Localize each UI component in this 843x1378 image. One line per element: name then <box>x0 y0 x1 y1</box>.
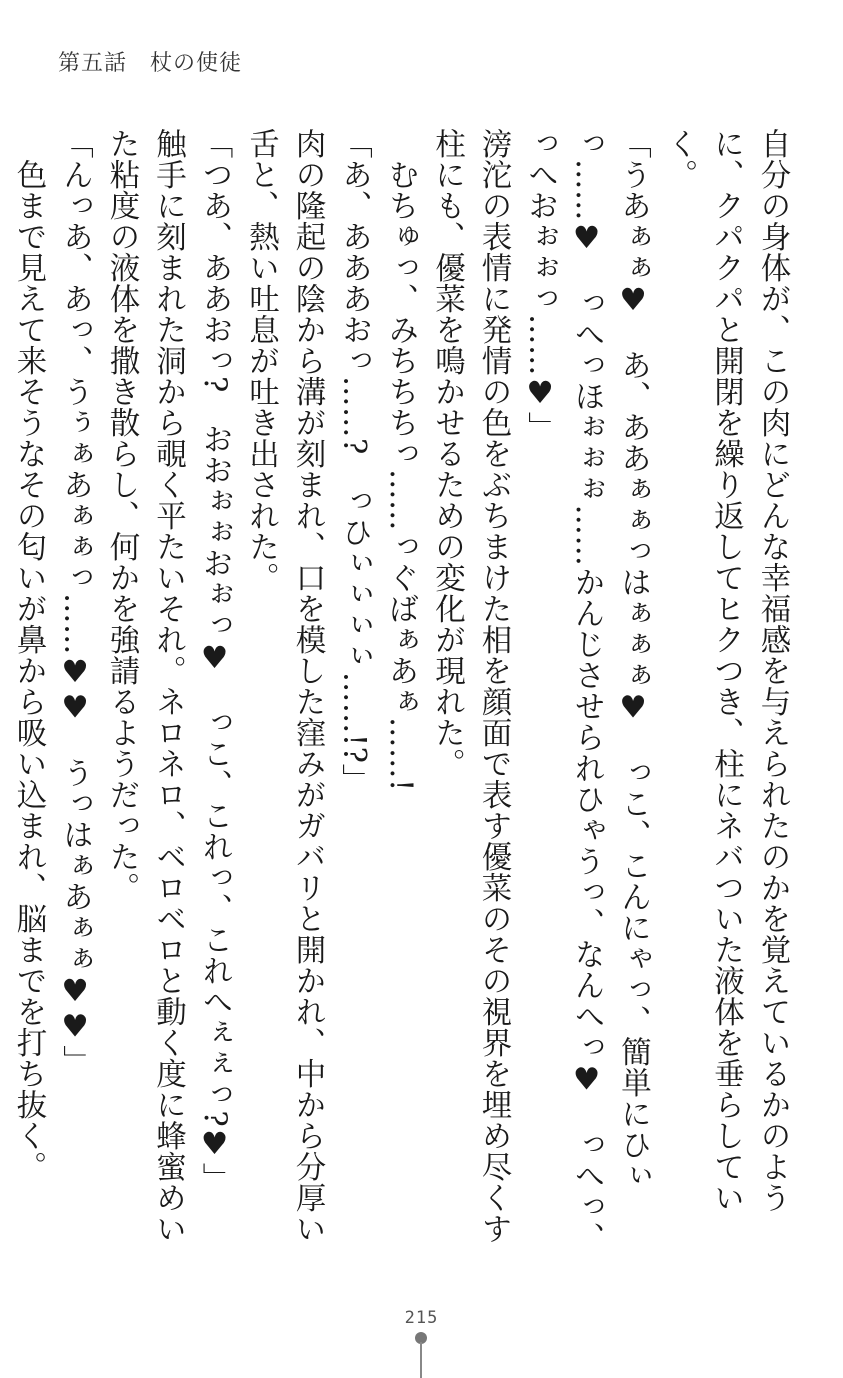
page-marker-icon <box>415 1332 427 1378</box>
paragraph-dialogue: 「んっあ、あっ、うぅぁあぁぁっ……♥♥ うっはぁあぁぁ♥♥」 <box>57 128 93 1076</box>
paragraph-dialogue: 「うあぁぁ♥ あ、ああぁぁっはぁぁぁ♥ っこ、こんにゃっ、簡単にひぃっ……♥ っへっほぉぉぉ……かんじさせられひゃうっ、なんへっ♥ っへっ、っへおぉぉっ……♥」 <box>522 128 651 1253</box>
page-marker-line <box>420 1342 422 1378</box>
paragraph-dialogue: 「あ、あああおっ……? っひぃぃぃぃ……!?」 <box>336 128 372 795</box>
paragraph-narration: 自分の身体が、この肉にどんな幸福感を与えられたのかを覚えているかのように、クパクパと開閉を繰り返してヒクつき、柱にネバついた液体を垂らしていく。 <box>662 128 790 1213</box>
paragraph-dialogue <box>0 128 5 1258</box>
chapter-title: 第五話 杖の使徒 <box>58 51 243 76</box>
paragraph-narration: 滂沱の表情に発情の色をぶちまけた相を顔面で表す優菜のその視界を埋め尽くす柱にも、優菜を鳴かせるための変化が現れた。 <box>429 128 511 1244</box>
paragraph-narration: 触手に刻まれた洞から覗く平たいそれ。ネロネロ、ベロベロと動く度に蜂蜜めいた粘度の液体を撒き散らし、何かを強請るようだった。 <box>104 128 186 1244</box>
page-number: 215 <box>404 1308 439 1328</box>
paragraph-sound-effect: むちゅっ、みちちちっ……っぐばぁあぁ……! <box>383 158 418 792</box>
paragraph-dialogue: 「つあ、ああおっ? おおぉぉおぉっ♥ っこ、これっ、これへぇぇっ?♥」 <box>197 128 232 1194</box>
paragraph-narration: 肉の隆起の陰から溝が刻まれ、口を模した窪みがガバリと開かれ、中から分厚い舌と、熱い吐息が吐き出された。 <box>243 128 325 1244</box>
paragraph-narration: 色まで見えて来そうなその匂いが鼻から吸い込まれ、脳までを打ち抜く。 <box>11 158 46 1182</box>
body-text <box>11 128 795 1258</box>
